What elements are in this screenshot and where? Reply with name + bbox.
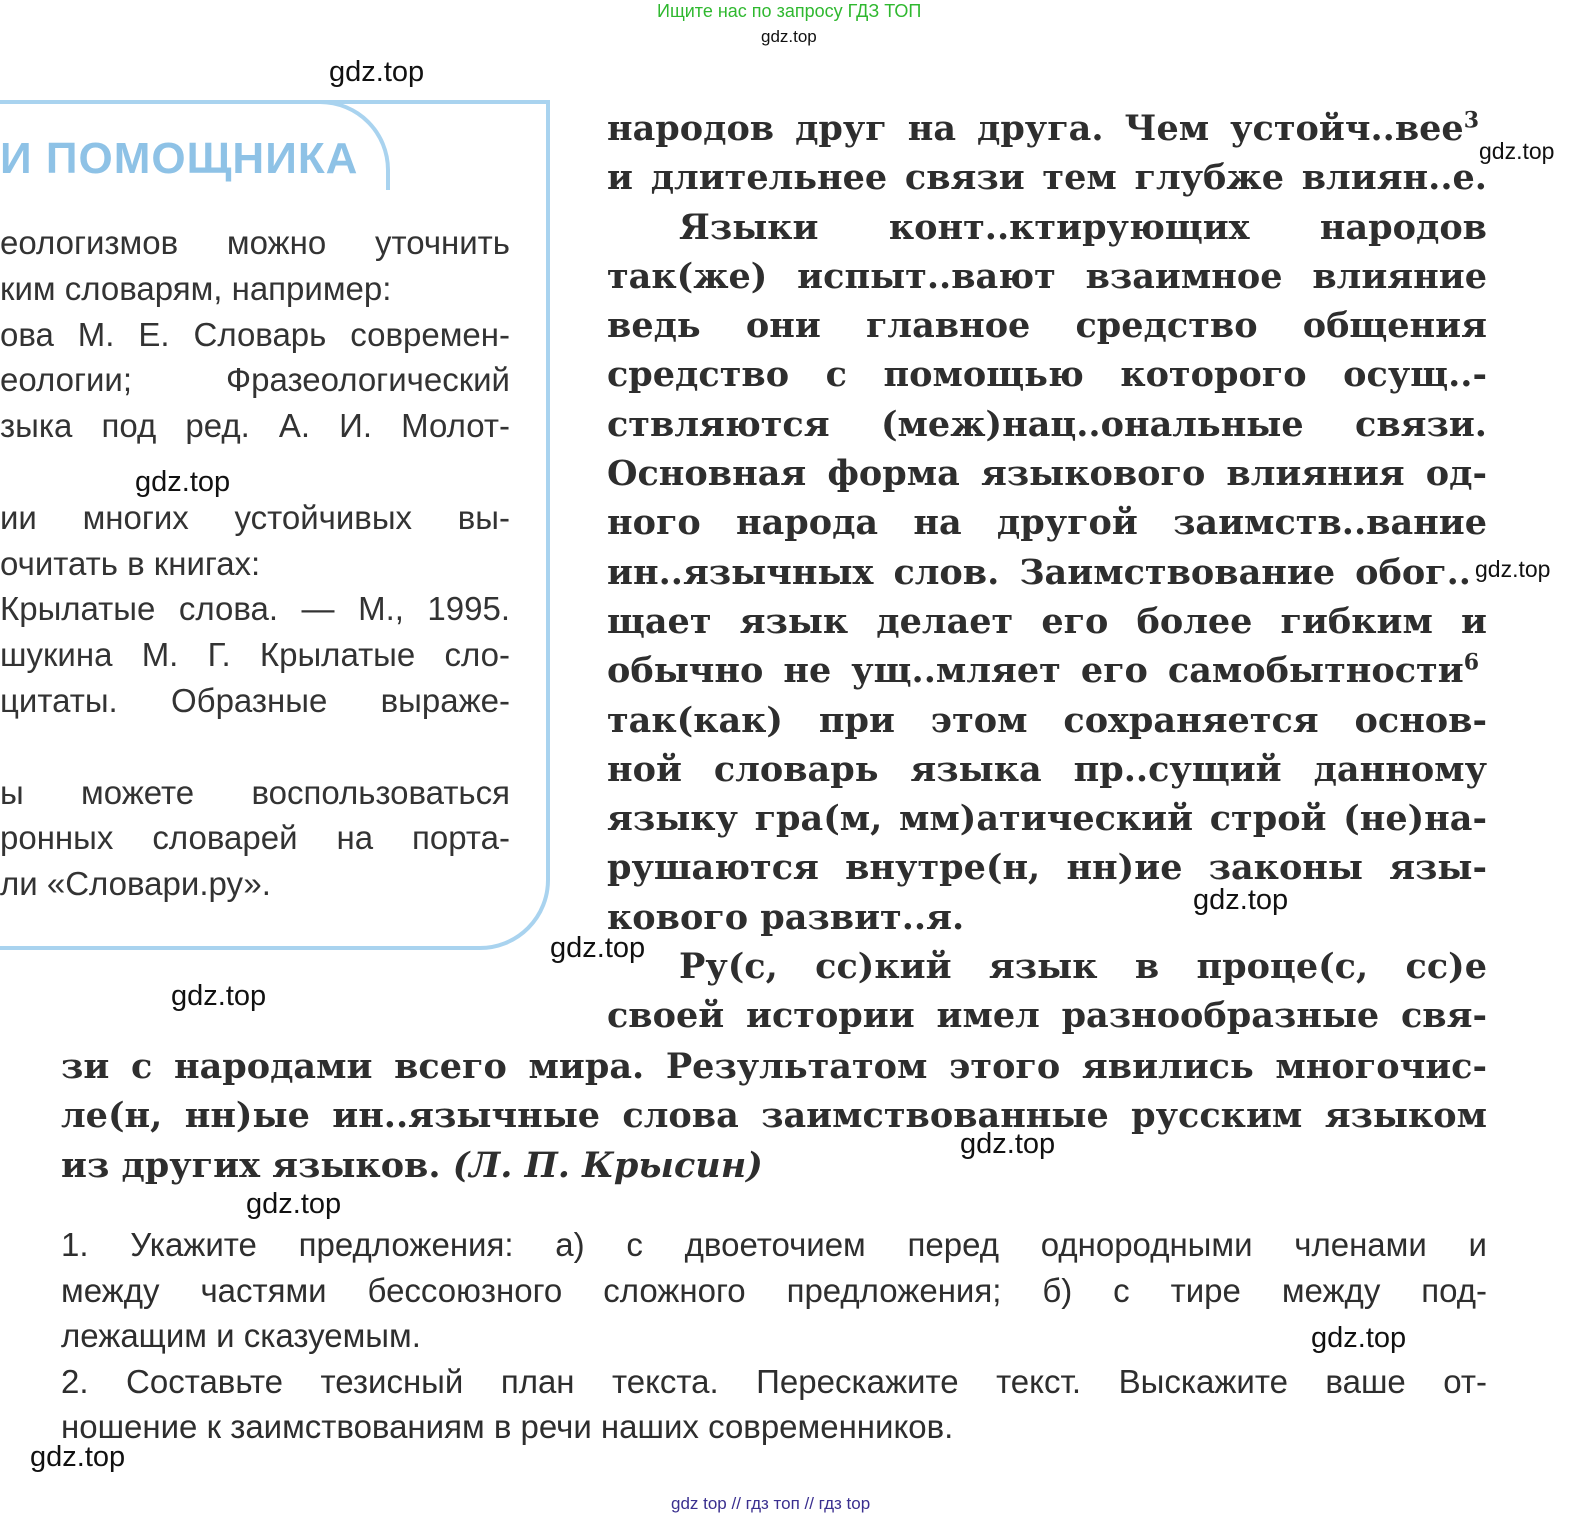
watermark: gdz.top [1311,1322,1407,1354]
text-line: ствляются (меж)нац..ональные связи. [607,403,1487,445]
watermark: gdz.top [550,932,646,964]
text-line: ведь они главное средство общения [607,305,1487,347]
task-line: 2. Составьте тезисный план текста. Перескажите текст. Выскажите ваше от- [61,1362,1487,1400]
helper-line: Крылатые слова. — М., 1995. [0,590,510,628]
helper-line: ронных словарей на порта- [0,819,510,857]
helper-line: ли «Словари.ру». [0,865,271,903]
exercise-text-full [61,1042,1487,1190]
watermark: gdz.top [1475,556,1551,582]
exercise-text-right [607,104,1487,1041]
text-line: так(как) при этом сохраняется основ- [607,699,1487,741]
text-line: зи с народами всего мира. Результатом этого явились многочис- [61,1046,1487,1087]
helper-body [0,220,510,907]
text-line: ле(н, нн)ые ин..язычные слова заимствованные русским языком [61,1095,1487,1137]
text-line: своей истории имел разнообразные свя- [607,995,1487,1037]
task-line: между частями бессоюзного сложного предложения; б) с тире между под- [61,1271,1487,1309]
helper-line: еологизмов можно уточнить [0,224,510,261]
text-line: обычно не ущ..мляет его самобытности$^6$ [607,649,1479,692]
helper-line: ким словарям, например: [0,269,392,307]
watermark: gdz.top [329,56,425,88]
helper-line: шукина М. Г. Крылатые сло- [0,636,510,674]
text-line: языку гра(м, мм)атический строй (не)на- [607,798,1487,840]
text-line: Языки конт..ктирующих народов [679,206,1487,248]
watermark: gdz.top [960,1128,1056,1160]
text-line: кового развит..я. [607,896,965,938]
text-line: Основная форма языкового влияния од- [607,453,1487,495]
helper-line: зыка под ред. А. И. Молот- [0,407,510,445]
author-citation: (Л. П. Крысин) [452,1144,763,1186]
task-line: ношение к заимствованиям в речи наших современников. [61,1408,954,1445]
helper-line: еологии; Фразеологический [0,361,510,399]
watermark: gdz.top [246,1188,342,1220]
watermark: gdz.top [30,1441,126,1473]
watermark: gdz.top [1193,884,1289,916]
text-line: щает язык делает его более гибким и [607,600,1487,642]
text-line: ной словарь языка пр..сущий данному [607,748,1487,790]
helper-line: ова М. Е. Словарь современ- [0,315,510,353]
footnote-3: 3 [1463,107,1479,134]
text-line: из других языков. (Л. П. Крысин) [61,1144,763,1186]
helper-line: ии многих устойчивых вы- [0,498,510,536]
text-line: рушаются внутре(н, нн)ие законы язы- [607,847,1487,889]
text-line: так(же) испыт..вают взаимное влияние [607,255,1487,297]
watermark: gdz.top [1479,138,1555,164]
helper-line: ы можете воспользоваться [0,773,510,811]
helper-line: цитаты. Образные выраже- [0,681,510,719]
task-line: 1. Укажите предложения: а) с двоеточием перед однородными членами и [61,1226,1487,1263]
footnote-6: 6 [1463,649,1479,676]
watermark: gdz.top [135,466,231,498]
text-line: народов друг на друга. Чем устойч..вее$^3$ [607,107,1479,149]
text-line: ин..язычных слов. Заимствование обог.. [607,551,1471,593]
text-line: ного народа на другой заимств..вание [607,502,1487,544]
watermark: gdz.top [171,980,267,1012]
helper-line: очитать в книгах: [0,544,261,582]
helper-title: И ПОМОЩНИКА [0,134,359,183]
tasks [61,1222,1487,1450]
text-line: Ру(с, сс)кий язык в проце(с, сс)е [679,946,1487,988]
footer-links: gdz top // гдз топ // гдз top [671,1494,871,1513]
search-banner: Ищите нас по запросу ГДЗ ТОП [657,1,922,21]
text-line: средство с помощью которого осущ..- [607,354,1487,396]
task-line: лежащим и сказуемым. [61,1317,421,1354]
site-label: gdz.top [761,27,817,46]
text-line: и длительнее связи тем глубже влиян..е. [607,157,1487,199]
